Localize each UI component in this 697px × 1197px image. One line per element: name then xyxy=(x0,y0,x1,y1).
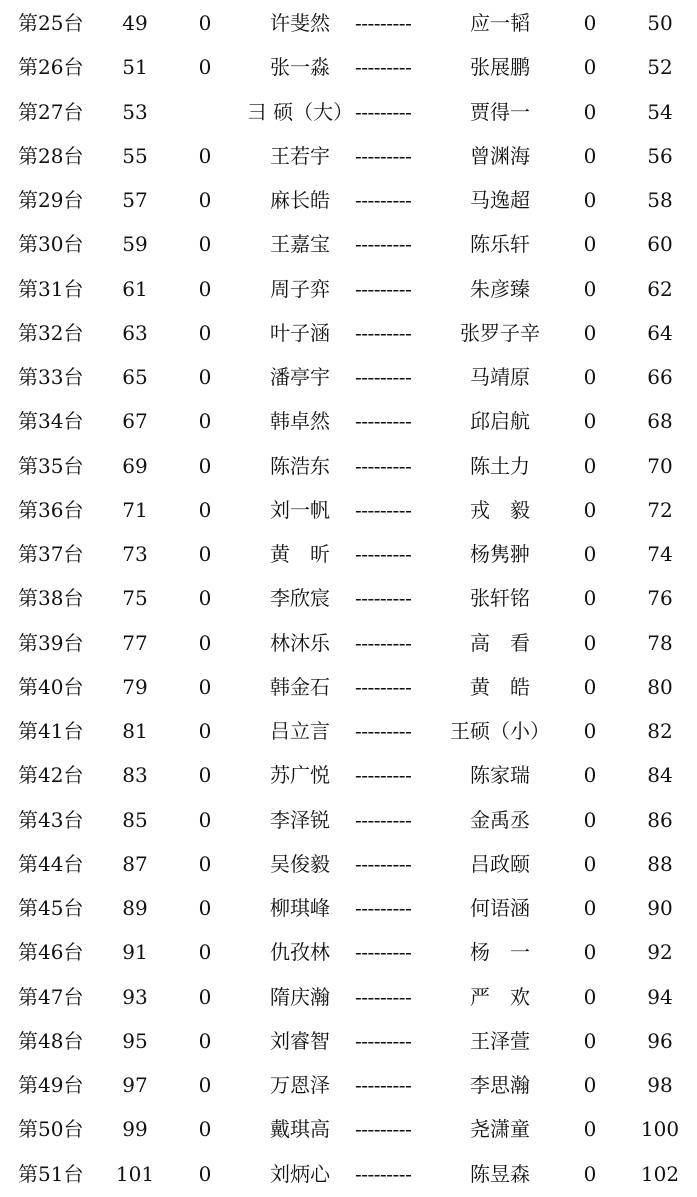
right-player-name: 尧潇童 xyxy=(470,1117,530,1142)
right-player-name: 吕政颐 xyxy=(470,851,530,876)
left-player-name: 陈浩东 xyxy=(270,453,330,478)
table-row xyxy=(0,1107,697,1151)
versus-separator: --------- xyxy=(355,763,412,788)
right-player-name: 王硕（小） xyxy=(450,719,550,743)
right-player-score: 0 xyxy=(583,143,597,168)
left-player-name: 李欣宸 xyxy=(270,586,330,611)
table-number: 第51台 xyxy=(18,1161,84,1186)
left-player-number: 101 xyxy=(115,1161,155,1186)
right-player-score: 0 xyxy=(583,1028,597,1053)
left-player-name: 叶子涵 xyxy=(270,320,330,345)
table-number: 第27台 xyxy=(18,99,84,124)
versus-separator: --------- xyxy=(355,143,412,168)
right-player-number: 100 xyxy=(640,1117,680,1142)
left-player-score: 0 xyxy=(198,763,212,788)
right-player-number: 76 xyxy=(647,586,673,611)
left-player-number: 97 xyxy=(122,1073,148,1097)
right-player-number: 82 xyxy=(647,719,673,743)
left-player-name: 万恩泽 xyxy=(270,1073,330,1097)
right-player-name: 陈土力 xyxy=(470,453,530,478)
right-player-score: 0 xyxy=(583,719,597,743)
right-player-number: 52 xyxy=(647,55,673,80)
table-number: 第40台 xyxy=(18,674,84,699)
table-row xyxy=(0,576,697,620)
versus-separator: --------- xyxy=(355,1117,412,1142)
right-player-score: 0 xyxy=(583,365,597,389)
versus-separator: --------- xyxy=(355,11,412,35)
table-row xyxy=(0,444,697,488)
versus-separator: --------- xyxy=(355,851,412,876)
right-player-name: 金禹丞 xyxy=(470,807,530,832)
left-player-name: 黄 昕 xyxy=(270,542,330,566)
versus-separator: --------- xyxy=(355,542,412,566)
table-row xyxy=(0,842,697,886)
right-player-name: 王泽萱 xyxy=(470,1028,530,1053)
left-player-name: 彐 硕（大） xyxy=(246,99,354,124)
right-player-number: 70 xyxy=(647,453,673,478)
versus-separator: --------- xyxy=(355,55,412,80)
left-player-number: 71 xyxy=(122,497,148,522)
table-number: 第26台 xyxy=(18,55,84,80)
left-player-name: 麻长皓 xyxy=(270,188,330,212)
left-player-score: 0 xyxy=(198,276,212,301)
right-player-score: 0 xyxy=(583,940,597,965)
right-player-name: 马靖原 xyxy=(470,365,530,389)
right-player-number: 102 xyxy=(640,1161,680,1186)
versus-separator: --------- xyxy=(355,409,412,434)
left-player-score: 0 xyxy=(198,542,212,566)
versus-separator: --------- xyxy=(355,1028,412,1053)
right-player-number: 58 xyxy=(647,188,673,212)
left-player-score: 0 xyxy=(198,232,212,257)
left-player-score: 0 xyxy=(198,1073,212,1097)
table-row xyxy=(0,665,697,709)
left-player-score: 0 xyxy=(198,1028,212,1053)
table-row xyxy=(0,798,697,842)
versus-separator: --------- xyxy=(355,232,412,257)
left-player-number: 77 xyxy=(122,630,148,655)
left-player-number: 89 xyxy=(122,896,148,920)
right-player-name: 戎 毅 xyxy=(470,497,530,522)
right-player-name: 张罗子辛 xyxy=(460,320,540,345)
right-player-number: 74 xyxy=(647,542,673,566)
left-player-number: 51 xyxy=(122,55,148,80)
right-player-name: 贾得一 xyxy=(470,99,530,124)
versus-separator: --------- xyxy=(355,674,412,699)
left-player-score: 0 xyxy=(198,807,212,832)
right-player-name: 张轩铭 xyxy=(470,586,530,611)
left-player-score: 0 xyxy=(198,896,212,920)
left-player-number: 53 xyxy=(122,99,148,124)
versus-separator: --------- xyxy=(355,1161,412,1186)
right-player-number: 72 xyxy=(647,497,673,522)
left-player-score: 0 xyxy=(198,143,212,168)
right-player-name: 高 看 xyxy=(470,630,530,655)
table-number: 第33台 xyxy=(18,365,84,389)
table-row xyxy=(0,90,697,134)
versus-separator: --------- xyxy=(355,1073,412,1097)
left-player-score: 0 xyxy=(198,984,212,1009)
versus-separator: --------- xyxy=(355,896,412,920)
table-row xyxy=(0,709,697,753)
table-number: 第29台 xyxy=(18,188,84,212)
table-row xyxy=(0,532,697,576)
left-player-number: 59 xyxy=(122,232,148,257)
table-number: 第48台 xyxy=(18,1028,84,1053)
table-number: 第30台 xyxy=(18,232,84,257)
table-number: 第39台 xyxy=(18,630,84,655)
left-player-number: 49 xyxy=(122,11,148,35)
right-player-number: 54 xyxy=(647,99,673,124)
table-number: 第45台 xyxy=(18,896,84,920)
left-player-score: 0 xyxy=(198,365,212,389)
table-row xyxy=(0,621,697,665)
right-player-score: 0 xyxy=(583,1117,597,1142)
right-player-number: 96 xyxy=(647,1028,673,1053)
table-row xyxy=(0,267,697,311)
right-player-name: 应一韬 xyxy=(470,11,530,35)
left-player-score: 0 xyxy=(198,409,212,434)
right-player-name: 杨 一 xyxy=(470,940,530,965)
left-player-name: 刘一帆 xyxy=(270,497,330,522)
left-player-number: 79 xyxy=(122,674,148,699)
left-player-score: 0 xyxy=(198,497,212,522)
left-player-number: 87 xyxy=(122,851,148,876)
versus-separator: --------- xyxy=(355,365,412,389)
left-player-name: 刘炳心 xyxy=(270,1161,330,1186)
table-row xyxy=(0,45,697,89)
left-player-name: 李泽锐 xyxy=(270,807,330,832)
table-row xyxy=(0,355,697,399)
table-row xyxy=(0,753,697,797)
versus-separator: --------- xyxy=(355,320,412,345)
table-row xyxy=(0,1,697,45)
left-player-name: 戴琪高 xyxy=(270,1117,330,1142)
left-player-number: 63 xyxy=(122,320,148,345)
left-player-number: 99 xyxy=(122,1117,148,1142)
table-number: 第49台 xyxy=(18,1073,84,1097)
right-player-number: 64 xyxy=(647,320,673,345)
versus-separator: --------- xyxy=(355,984,412,1009)
left-player-name: 吴俊毅 xyxy=(270,851,330,876)
right-player-score: 0 xyxy=(583,586,597,611)
right-player-score: 0 xyxy=(583,851,597,876)
right-player-score: 0 xyxy=(583,11,597,35)
table-row xyxy=(0,399,697,443)
right-player-number: 62 xyxy=(647,276,673,301)
table-row xyxy=(0,1019,697,1063)
left-player-number: 91 xyxy=(122,940,148,965)
right-player-name: 邱启航 xyxy=(470,409,530,434)
right-player-score: 0 xyxy=(583,232,597,257)
right-player-name: 杨隽翀 xyxy=(470,542,530,566)
right-player-number: 84 xyxy=(647,763,673,788)
left-player-score: 0 xyxy=(198,1117,212,1142)
left-player-number: 55 xyxy=(122,143,148,168)
left-player-name: 仇孜林 xyxy=(270,940,330,965)
table-number: 第32台 xyxy=(18,320,84,345)
left-player-number: 85 xyxy=(122,807,148,832)
table-row xyxy=(0,311,697,355)
right-player-number: 94 xyxy=(647,984,673,1009)
right-player-score: 0 xyxy=(583,497,597,522)
left-player-score: 0 xyxy=(198,1161,212,1186)
table-number: 第47台 xyxy=(18,984,84,1009)
right-player-number: 66 xyxy=(647,365,673,389)
left-player-name: 刘睿智 xyxy=(270,1028,330,1053)
right-player-number: 86 xyxy=(647,807,673,832)
right-player-score: 0 xyxy=(583,630,597,655)
versus-separator: --------- xyxy=(355,99,412,124)
versus-separator: --------- xyxy=(355,719,412,743)
right-player-number: 60 xyxy=(647,232,673,257)
right-player-number: 78 xyxy=(647,630,673,655)
right-player-name: 陈家瑞 xyxy=(470,763,530,788)
right-player-name: 严 欢 xyxy=(470,984,530,1009)
versus-separator: --------- xyxy=(355,497,412,522)
left-player-number: 83 xyxy=(122,763,148,788)
left-player-score: 0 xyxy=(198,940,212,965)
left-player-score: 0 xyxy=(198,674,212,699)
table-number: 第36台 xyxy=(18,497,84,522)
table-row xyxy=(0,930,697,974)
right-player-score: 0 xyxy=(583,188,597,212)
table-row xyxy=(0,222,697,266)
right-player-name: 陈昱森 xyxy=(470,1161,530,1186)
left-player-score xyxy=(190,90,220,134)
left-player-name: 隋庆瀚 xyxy=(270,984,330,1009)
table-number: 第43台 xyxy=(18,807,84,832)
right-player-score: 0 xyxy=(583,896,597,920)
left-player-number: 57 xyxy=(122,188,148,212)
right-player-score: 0 xyxy=(583,276,597,301)
table-number: 第44台 xyxy=(18,851,84,876)
left-player-number: 73 xyxy=(122,542,148,566)
right-player-name: 朱彦臻 xyxy=(470,276,530,301)
right-player-score: 0 xyxy=(583,99,597,124)
versus-separator: --------- xyxy=(355,586,412,611)
table-number: 第35台 xyxy=(18,453,84,478)
right-player-name: 陈乐轩 xyxy=(470,232,530,257)
table-number: 第31台 xyxy=(18,276,84,301)
right-player-number: 56 xyxy=(647,143,673,168)
table-number: 第38台 xyxy=(18,586,84,611)
left-player-name: 张一淼 xyxy=(270,55,330,80)
left-player-number: 65 xyxy=(122,365,148,389)
left-player-name: 王嘉宝 xyxy=(270,232,330,257)
table-number: 第50台 xyxy=(18,1117,84,1142)
left-player-number: 93 xyxy=(122,984,148,1009)
left-player-number: 61 xyxy=(122,276,148,301)
right-player-name: 马逸超 xyxy=(470,188,530,212)
right-player-score: 0 xyxy=(583,409,597,434)
right-player-score: 0 xyxy=(583,1073,597,1097)
table-number: 第42台 xyxy=(18,763,84,788)
left-player-score: 0 xyxy=(198,630,212,655)
left-player-name: 吕立言 xyxy=(270,719,330,743)
right-player-number: 98 xyxy=(647,1073,673,1097)
left-player-number: 81 xyxy=(122,719,148,743)
right-player-score: 0 xyxy=(583,320,597,345)
table-number: 第25台 xyxy=(18,11,84,35)
table-row xyxy=(0,1063,697,1107)
versus-separator: --------- xyxy=(355,940,412,965)
table-number: 第34台 xyxy=(18,409,84,434)
right-player-score: 0 xyxy=(583,1161,597,1186)
right-player-score: 0 xyxy=(583,453,597,478)
left-player-name: 潘亭宇 xyxy=(270,365,330,389)
left-player-score: 0 xyxy=(198,188,212,212)
right-player-name: 张展鹏 xyxy=(470,55,530,80)
right-player-score: 0 xyxy=(583,674,597,699)
left-player-score: 0 xyxy=(198,453,212,478)
table-number: 第41台 xyxy=(18,719,84,743)
table-row xyxy=(0,134,697,178)
right-player-number: 92 xyxy=(647,940,673,965)
left-player-score: 0 xyxy=(198,586,212,611)
right-player-name: 曾渊海 xyxy=(470,143,530,168)
left-player-name: 许斐然 xyxy=(270,11,330,35)
left-player-name: 柳琪峰 xyxy=(270,896,330,920)
left-player-name: 韩金石 xyxy=(270,674,330,699)
right-player-number: 90 xyxy=(647,896,673,920)
versus-separator: --------- xyxy=(355,807,412,832)
right-player-name: 黄 皓 xyxy=(470,674,530,699)
left-player-score: 0 xyxy=(198,719,212,743)
table-number: 第37台 xyxy=(18,542,84,566)
versus-separator: --------- xyxy=(355,188,412,212)
versus-separator: --------- xyxy=(355,453,412,478)
right-player-score: 0 xyxy=(583,807,597,832)
left-player-name: 王若宇 xyxy=(270,143,330,168)
versus-separator: --------- xyxy=(355,276,412,301)
table-number: 第46台 xyxy=(18,940,84,965)
left-player-number: 69 xyxy=(122,453,148,478)
right-player-number: 80 xyxy=(647,674,673,699)
table-number: 第28台 xyxy=(18,143,84,168)
left-player-score: 0 xyxy=(198,55,212,80)
left-player-name: 周子弈 xyxy=(270,276,330,301)
versus-separator: --------- xyxy=(355,630,412,655)
right-player-number: 68 xyxy=(647,409,673,434)
left-player-name: 林沐乐 xyxy=(270,630,330,655)
right-player-name: 何语涵 xyxy=(470,896,530,920)
right-player-score: 0 xyxy=(583,984,597,1009)
right-player-score: 0 xyxy=(583,542,597,566)
left-player-number: 67 xyxy=(122,409,148,434)
left-player-number: 75 xyxy=(122,586,148,611)
right-player-name: 李思瀚 xyxy=(470,1073,530,1097)
left-player-name: 韩卓然 xyxy=(270,409,330,434)
left-player-score: 0 xyxy=(198,11,212,35)
right-player-number: 50 xyxy=(647,11,673,35)
table-row xyxy=(0,975,697,1019)
table-row xyxy=(0,178,697,222)
table-row xyxy=(0,886,697,930)
left-player-score: 0 xyxy=(198,320,212,345)
left-player-score: 0 xyxy=(198,851,212,876)
right-player-score: 0 xyxy=(583,763,597,788)
table-row xyxy=(0,488,697,532)
right-player-score: 0 xyxy=(583,55,597,80)
table-row xyxy=(0,1152,697,1196)
left-player-number: 95 xyxy=(122,1028,148,1053)
left-player-name: 苏广悦 xyxy=(270,763,330,788)
right-player-number: 88 xyxy=(647,851,673,876)
